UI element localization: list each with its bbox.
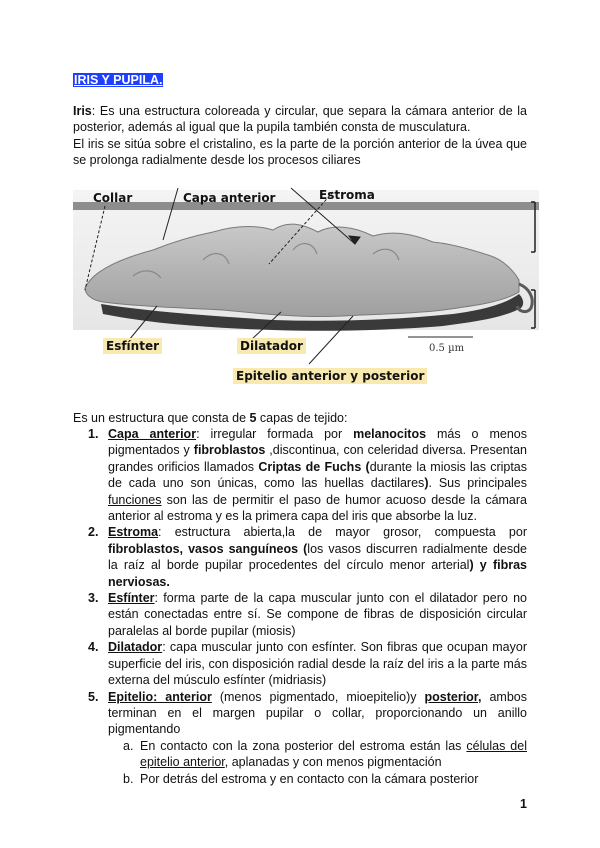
figure-label-capa-anterior: Capa anterior xyxy=(183,191,276,205)
list-number: 3. xyxy=(88,591,99,606)
sublist-letter: a. xyxy=(123,738,134,753)
layer-text: ambos terminan en el margen pupilar o collar, proporcionando un anillo pigmentando xyxy=(108,689,527,737)
figure-label-dilatador: Dilatador xyxy=(237,338,306,354)
iris-location-paragraph: El iris se sitúa sobre el cristalino, es la parte de la porción anterior de la úvea que se prolonga radialmente desde los procesos ciliares xyxy=(73,137,527,168)
layer-term: Capa anterior xyxy=(108,427,197,441)
layer-text: los vasos discurren radialmente desde la raíz al borde pupilar procedentes del círculo menor arterial xyxy=(108,541,527,573)
list-number: 2. xyxy=(88,525,99,540)
list-item-esfinter xyxy=(88,590,527,639)
layer-text: : estructura abierta,la de mayor grosor, compuesta por xyxy=(158,525,527,540)
intro-layer-count: 5 xyxy=(249,411,257,425)
intro-text-after: capas de tejido: xyxy=(256,411,348,425)
figure-label-epitelio: Epitelio anterior y posterior xyxy=(233,368,427,384)
list-number: 5. xyxy=(88,689,99,704)
sublist-text: Por detrás del estroma y en contacto con la cámara posterior xyxy=(140,771,479,786)
layer-text: (menos pigmentado, mioepitelio)y xyxy=(211,689,425,704)
sublist-item-a xyxy=(108,738,527,771)
figure-label-estroma: Estroma xyxy=(319,188,375,202)
sublist-text: En contacto con la zona posterior del estroma están las xyxy=(140,738,467,753)
iris-label: Iris xyxy=(73,104,92,118)
sublist-underlined-text: células del epitelio anterior xyxy=(140,738,527,770)
page-number: 1 xyxy=(520,797,527,811)
figure-label-collar: Collar xyxy=(93,191,133,205)
iris-definition-text: : Es una estructura coloreada y circular, que separa la cámara anterior de la posterior, además al igual que la pupila también consta de musculatura. xyxy=(73,104,527,135)
iris-definition-paragraph xyxy=(73,103,527,136)
layer-text: . Sus principales xyxy=(428,476,528,491)
layer-text: : forma parte de la capa muscular junto con el dilatador pero no están conectadas entre sí. Se compone de fibras de disposición circular paralelas al borde pupilar (miosis) xyxy=(108,591,527,638)
list-item-capa-anterior xyxy=(88,426,527,524)
sublist-item-b xyxy=(108,771,527,787)
layer-text: : irregular formada por xyxy=(196,427,354,441)
list-item-epitelio xyxy=(88,689,527,787)
list-item-estroma xyxy=(88,524,527,590)
layer-bold-text: ) xyxy=(424,476,429,491)
layer-bold-text: fibroblastos xyxy=(193,443,266,458)
layer-text: ,discontinua, con celeridad diversa. Presentan grandes orificios llamados xyxy=(108,443,527,474)
layer-term-secondary: posterior, xyxy=(424,689,482,704)
section-title: IRIS Y PUPILA. xyxy=(74,73,163,87)
list-number: 1. xyxy=(88,427,99,441)
layer-bold-text: fibroblastos, vasos sanguíneos ( xyxy=(108,541,308,556)
figure-scale-label: 0.5 µm xyxy=(429,343,465,354)
figure-label-esfinter: Esfínter xyxy=(103,338,162,354)
layer-text: durante la miosis las criptas de cada uno son únicas, como las huellas dactilares xyxy=(108,459,528,491)
sublist-text: , aplanadas y con menos pigmentación xyxy=(224,755,442,770)
sublist-letter: b. xyxy=(123,771,134,786)
list-number: 4. xyxy=(88,640,99,655)
epitelio-sublist xyxy=(108,738,527,787)
layer-bold-text: ) y fibras nerviosas. xyxy=(108,558,527,589)
list-item-dilatador xyxy=(88,639,527,688)
layer-term: Esfínter xyxy=(108,591,155,606)
layer-bold-text: melanocitos xyxy=(353,427,427,441)
layer-term: Estroma xyxy=(108,525,159,540)
layer-bold-text: Criptas de Fuchs ( xyxy=(258,459,370,474)
layer-term: Dilatador xyxy=(108,640,163,655)
layer-term: Epitelio: anterior xyxy=(108,689,212,704)
layer-text: son las de permitir el paso de humor acuoso desde la cámara anterior al estroma y es la primera capa del iris que absorbe la luz. xyxy=(108,492,527,524)
upper-tissue-band xyxy=(73,202,539,210)
iris-histology-image xyxy=(73,180,539,390)
layer-text: más o menos pigmentados y xyxy=(108,427,527,458)
intro-text-before: Es un estructura que consta de xyxy=(73,411,250,425)
iris-histology-figure xyxy=(73,180,539,390)
layers-intro xyxy=(73,410,348,426)
layer-underlined-text: funciones xyxy=(108,492,162,507)
layer-text: : capa muscular junto con esfínter. Son fibras que ocupan mayor superficie del iris, con disposición radial desde la raíz del iris a la parte más externa del músculo esfínter (midriasis) xyxy=(108,640,527,688)
iris-layers-list xyxy=(88,426,527,787)
